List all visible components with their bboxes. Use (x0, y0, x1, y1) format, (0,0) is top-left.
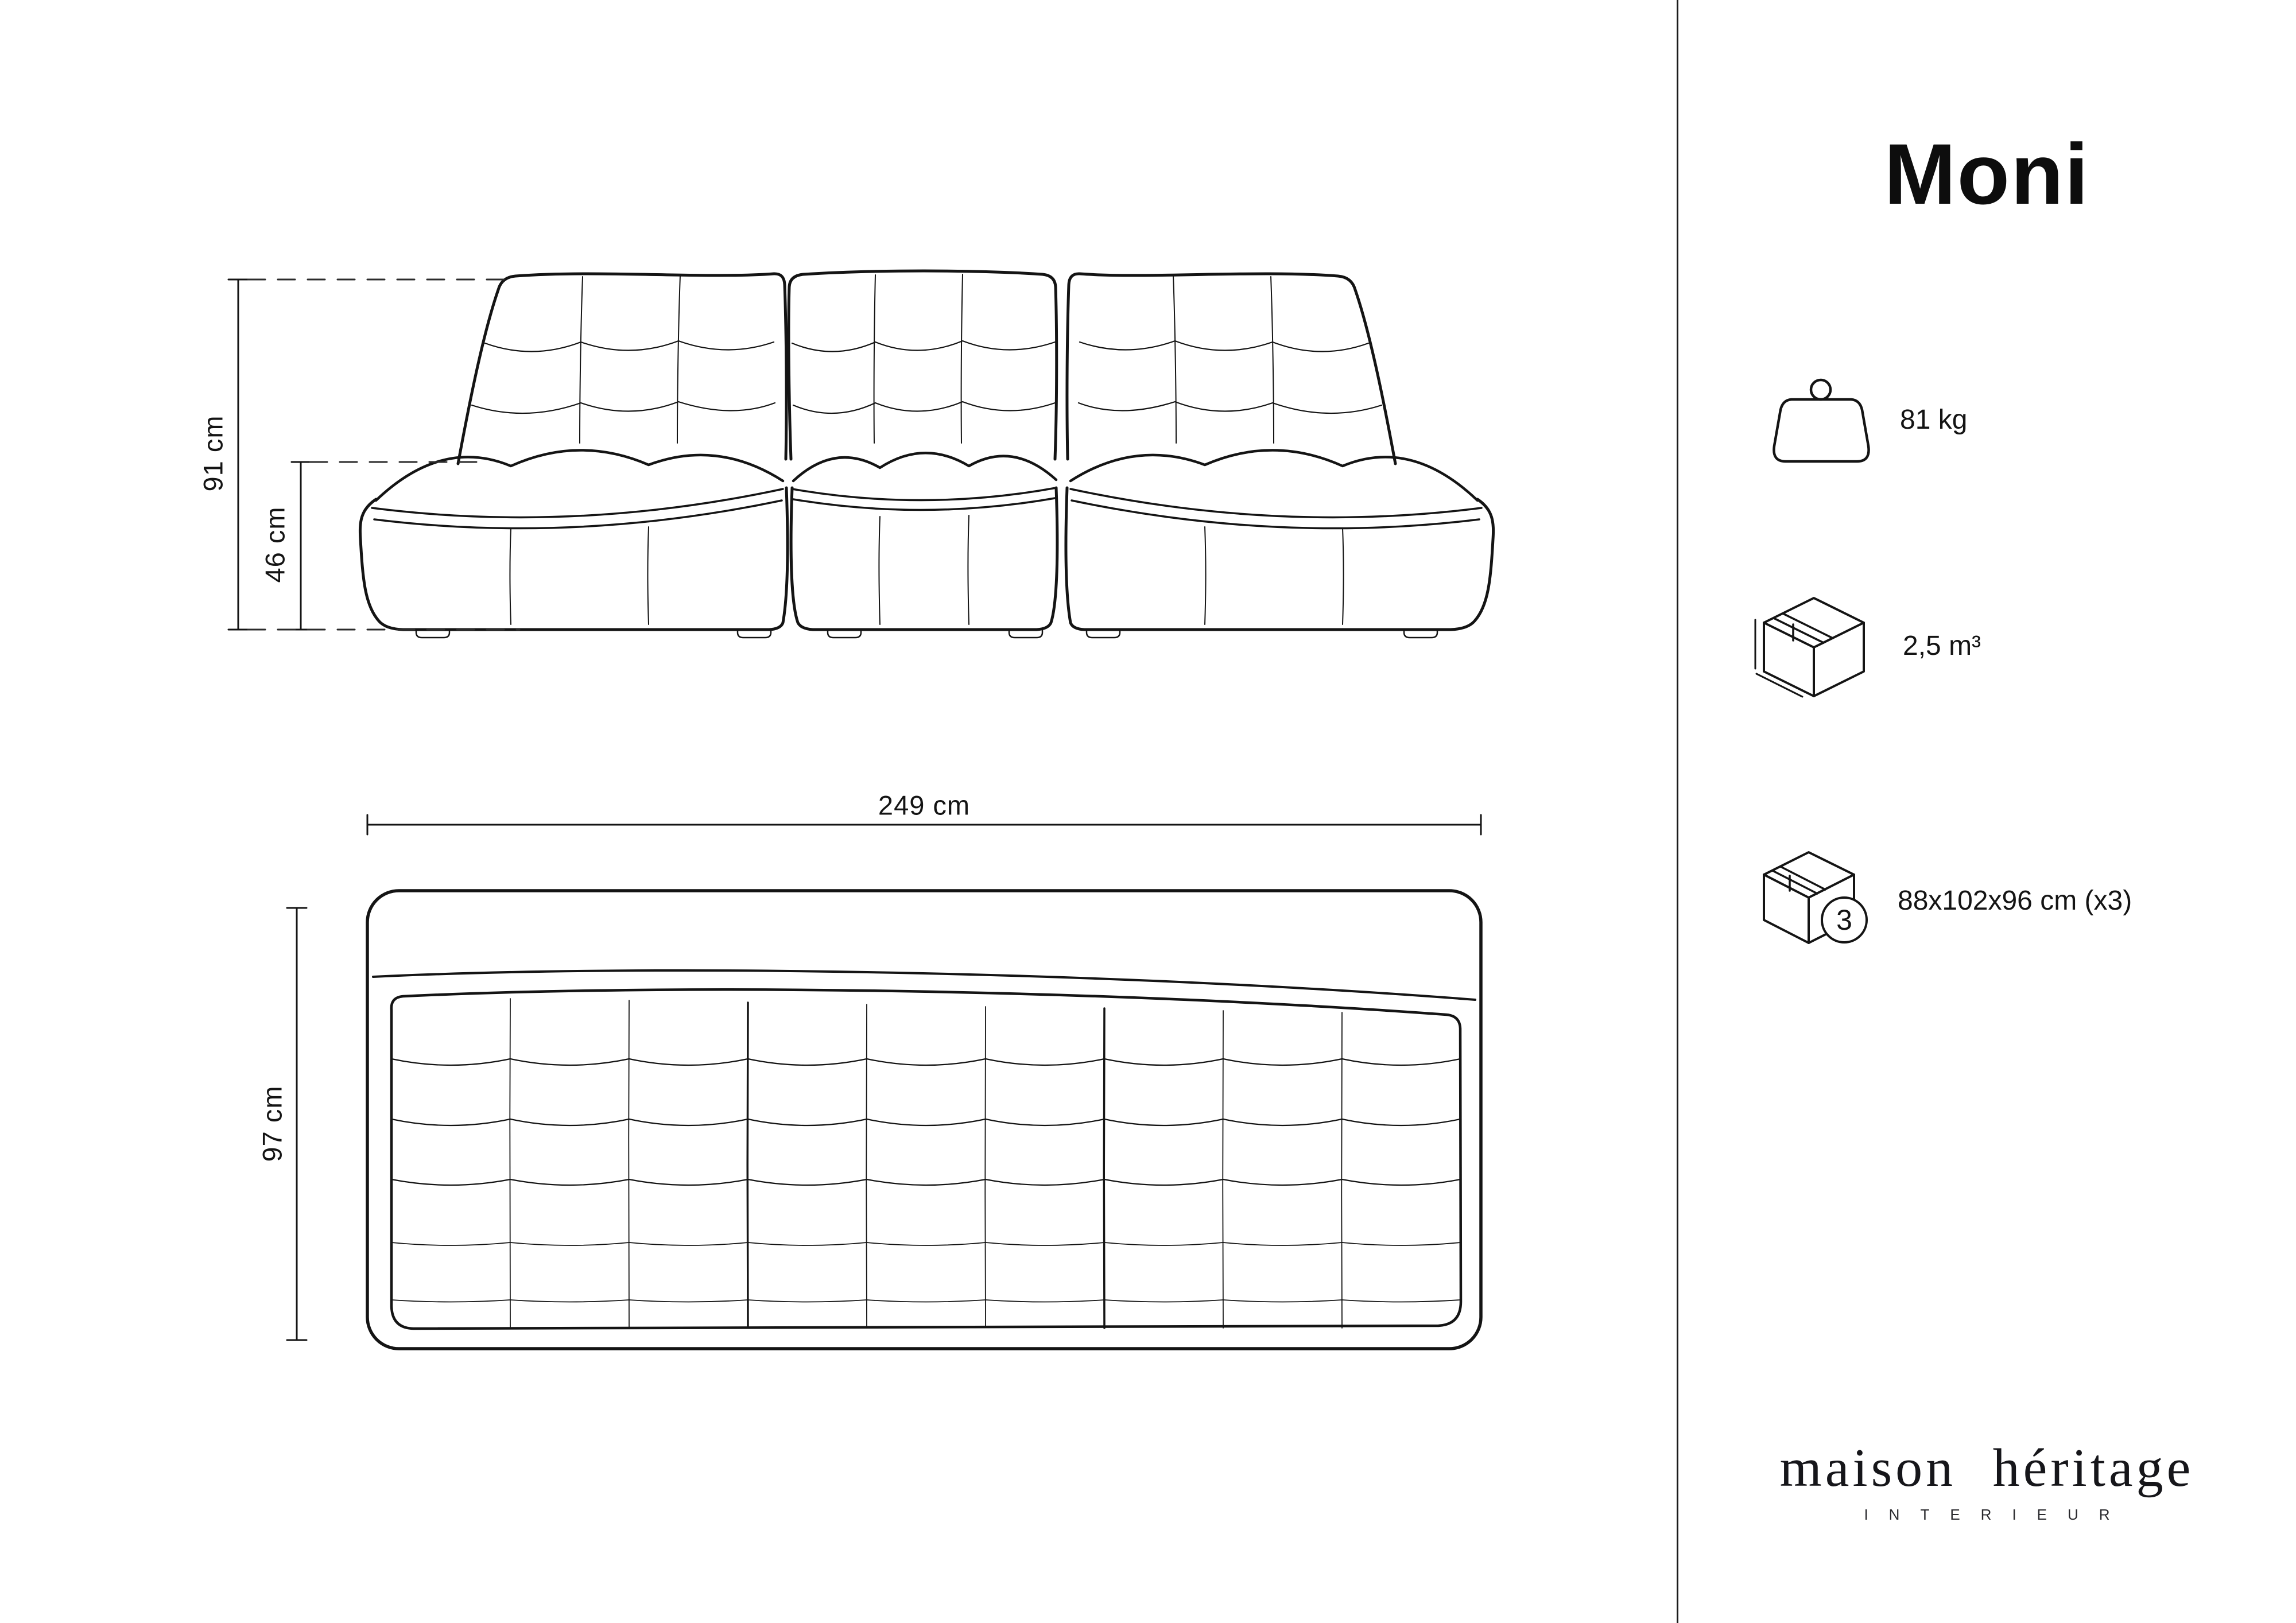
dimension-width-label: 249 cm (878, 790, 971, 821)
package-box-icon (1755, 845, 1879, 955)
dimension-height-label: 91 cm (197, 415, 228, 492)
dimension-seat-height-label: 46 cm (259, 506, 290, 583)
brand-tagline: INTERIEUR (1864, 1506, 2131, 1523)
dimension-depth-label: 97 cm (257, 1085, 288, 1162)
weight-icon (1773, 374, 1871, 466)
panel-divider (1677, 0, 1678, 1623)
volume-box-icon (1752, 587, 1875, 707)
package-count-value: 3 (1836, 904, 1852, 936)
brand-name: maison héritage (1779, 1438, 2194, 1498)
product-title: Moni (1884, 126, 2090, 222)
package-size-value: 88x102x96 cm (x3) (1898, 886, 2132, 916)
weight-value: 81 kg (1900, 405, 1968, 435)
sofa-front-view (360, 271, 1493, 638)
brand-logo (1678, 1438, 2296, 1524)
volume-value: 2,5 m³ (1903, 631, 1981, 661)
sofa-top-view (367, 891, 1481, 1349)
